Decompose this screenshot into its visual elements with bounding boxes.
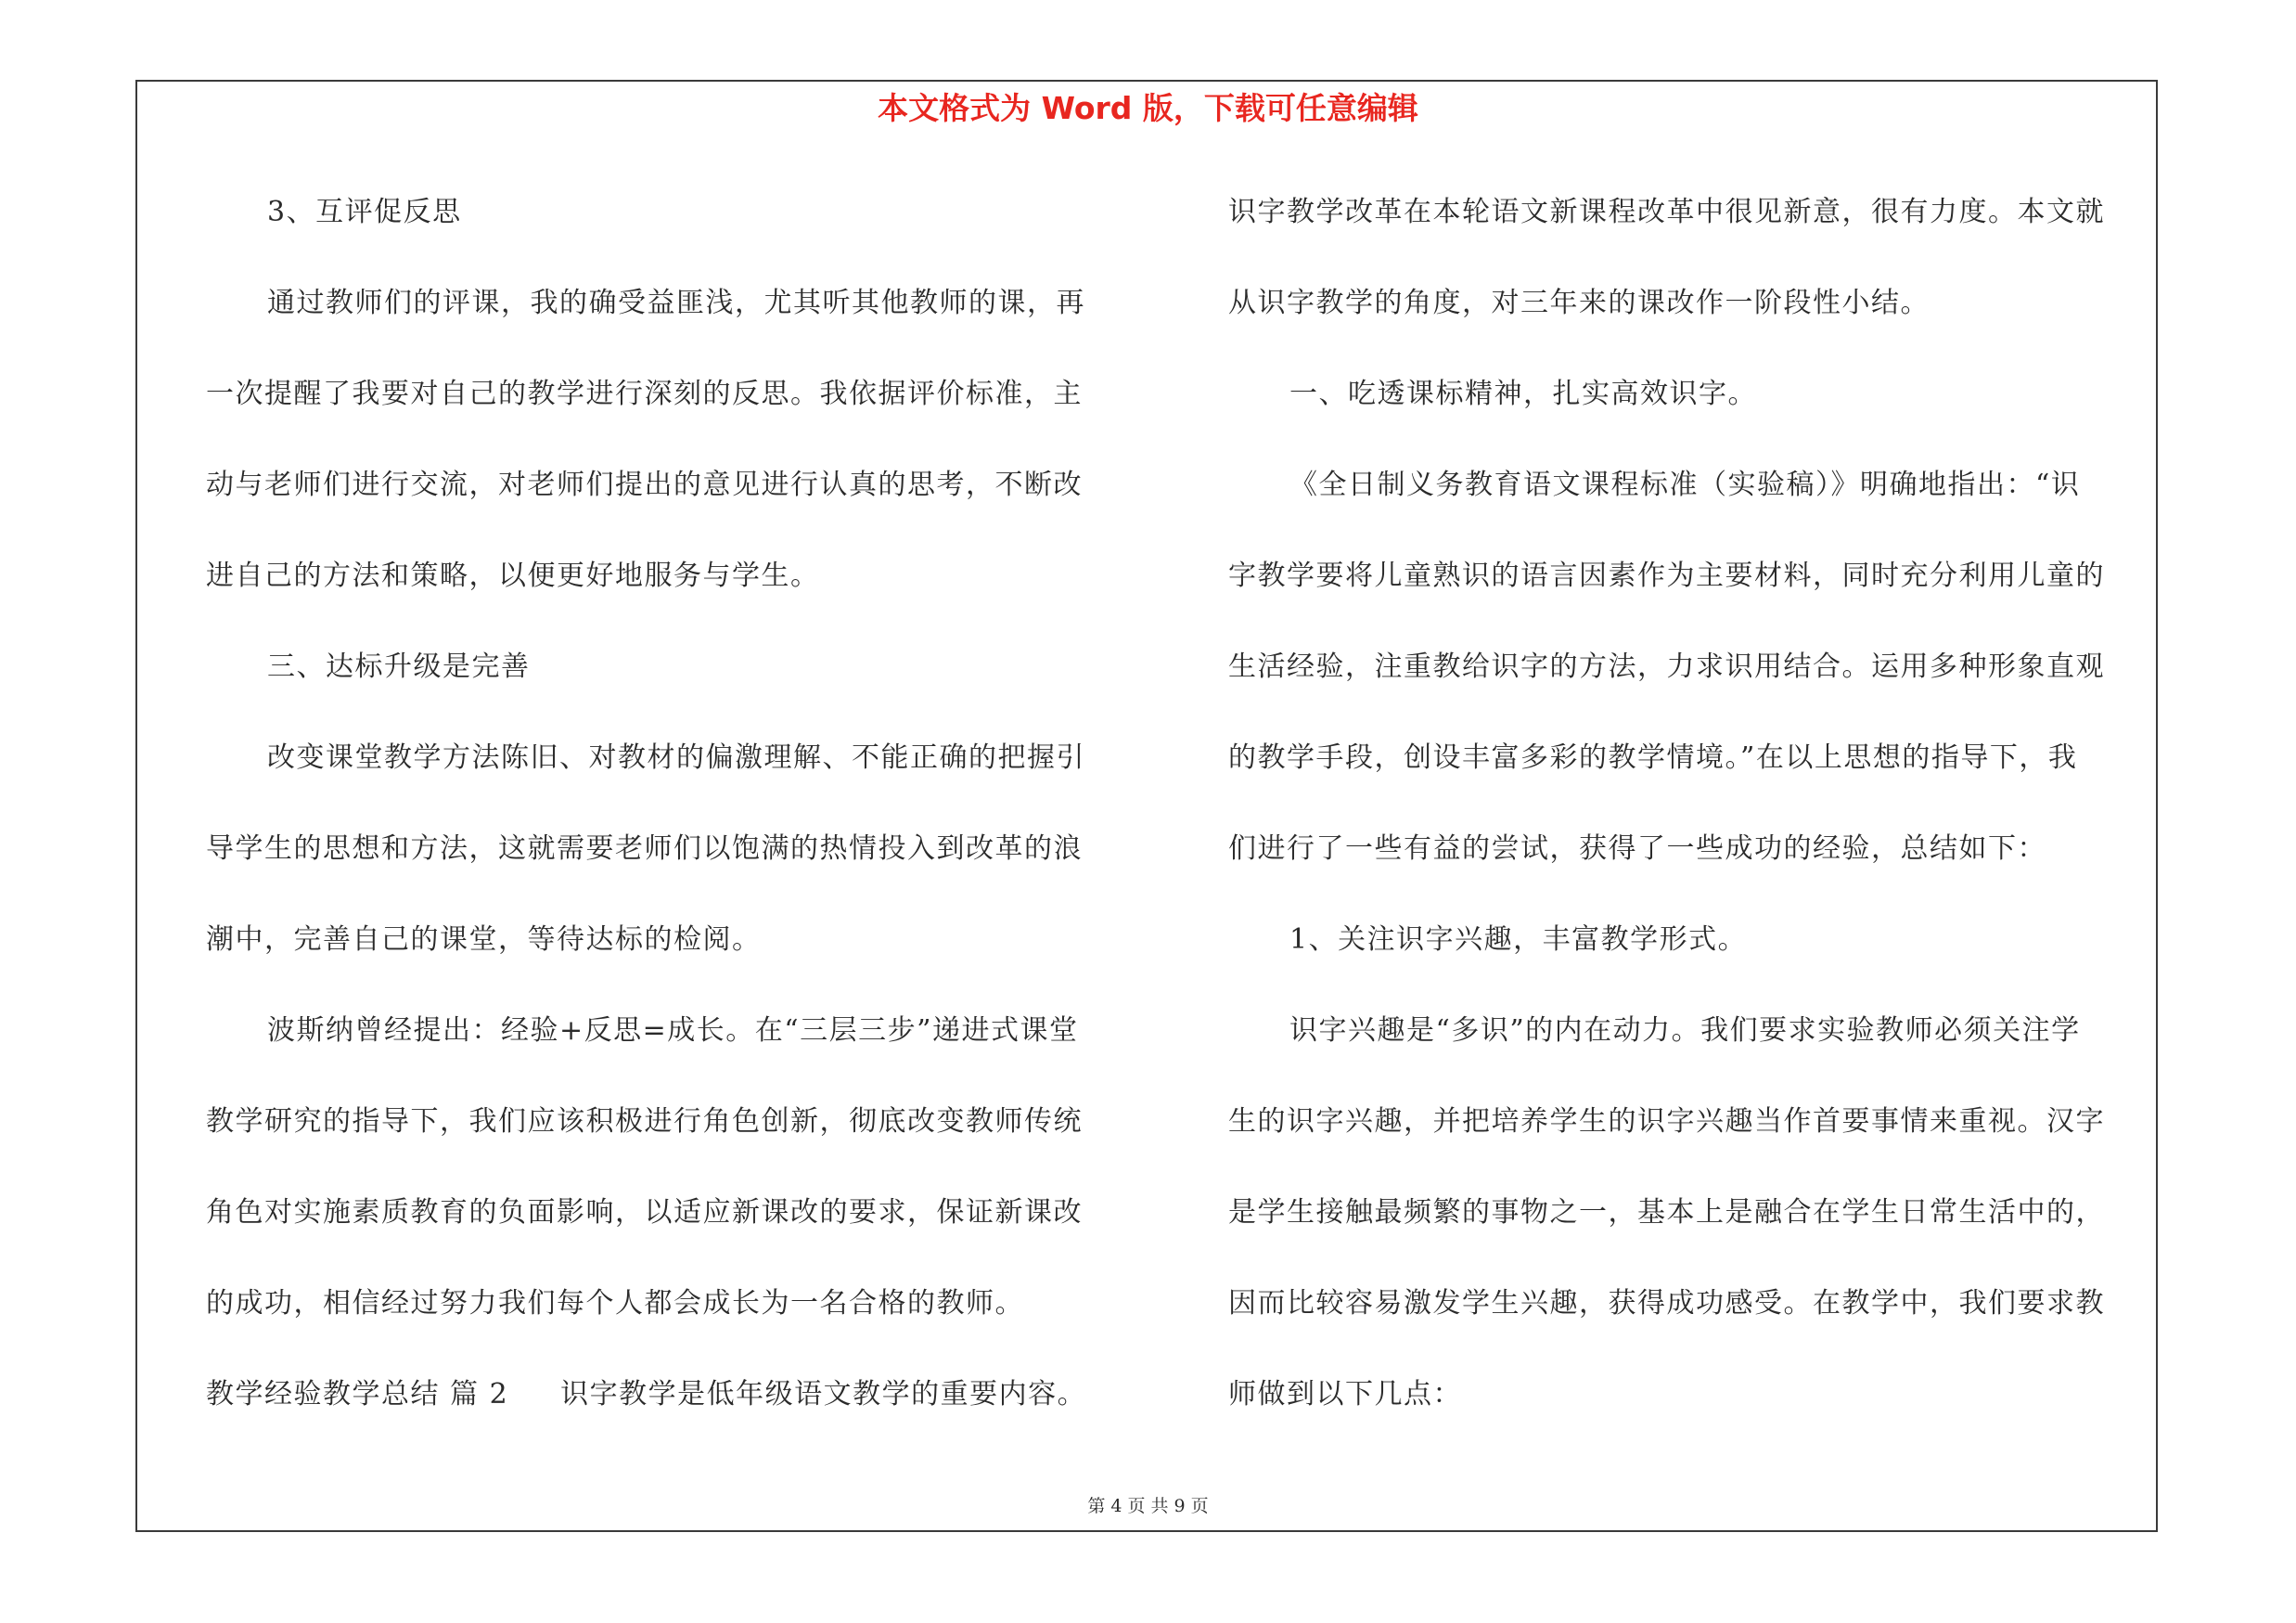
paragraph-line: 潮中，完善自己的课堂，等待达标的检阅。 <box>206 923 762 956</box>
paragraph-line: 是学生接触最频繁的事物之一，基本上是融合在学生日常生活中的， <box>1228 1196 2105 1229</box>
right-column <box>1228 167 2156 1440</box>
paragraph-line: 师做到以下几点： <box>1228 1378 1462 1410</box>
paragraph-line: 生活经验，注重教给识字的方法，力求识用结合。运用多种形象直观 <box>1228 650 2105 683</box>
paragraph-line: 识字教学改革在本轮语文新课程改革中很见新意，很有力度。本文就 <box>1228 196 2105 228</box>
subsection-heading: 1、关注识字兴趣，丰富教学形式。 <box>1289 923 1748 956</box>
article-title: 教学经验教学总结 篇 2 <box>206 1378 509 1410</box>
paragraph-line: 动与老师们进行交流，对老师们提出的意见进行认真的思考，不断改 <box>206 469 1083 501</box>
paragraph-line: 教学研究的指导下，我们应该积极进行角色创新，彻底改变教师传统 <box>206 1105 1083 1138</box>
paragraph-line: 角色对实施素质教育的负面影响，以适应新课改的要求，保证新课改 <box>206 1196 1083 1229</box>
paragraph-line: 因而比较容易激发学生兴趣，获得成功感受。在教学中，我们要求教 <box>1228 1287 2105 1320</box>
paragraph-line: 的教学手段，创设丰富多彩的教学情境。”在以上思想的指导下，我 <box>1228 741 2078 774</box>
section-heading: 三、达标升级是完善 <box>267 650 531 683</box>
format-notice-banner: 本文格式为 Word 版，下载可任意编辑 <box>878 90 1418 126</box>
paragraph-line: 的成功，相信经过努力我们每个人都会成长为一名合格的教师。 <box>206 1287 1024 1320</box>
paragraph-line: 字教学要将儿童熟识的语言因素作为主要材料，同时充分利用儿童的 <box>1228 560 2105 592</box>
paragraph-line: 3、互评促反思 <box>267 196 462 228</box>
left-column <box>206 167 1134 1440</box>
paragraph-line: 进自己的方法和策略，以便更好地服务与学生。 <box>206 560 820 592</box>
paragraph-line: 改变课堂教学方法陈旧、对教材的偏激理解、不能正确的把握引 <box>267 741 1085 774</box>
paragraph-line: 《全日制义务教育语文课程标准（实验稿）》明确地指出：“识 <box>1289 469 2081 501</box>
paragraph-line: 识字教学是低年级语文教学的重要内容。 <box>560 1378 1087 1410</box>
section-heading: 一、吃透课标精神，扎实高效识字。 <box>1289 378 1757 410</box>
paragraph-line: 一次提醒了我要对自己的教学进行深刻的反思。我依据评价标准，主 <box>206 378 1083 410</box>
article-title-line <box>206 1349 1134 1440</box>
paragraph-line: 波斯纳曾经提出：经验+反思=成长。在“三层三步”递进式课堂 <box>267 1014 1079 1047</box>
paragraph-line: 导学生的思想和方法，这就需要老师们以饱满的热情投入到改革的浪 <box>206 832 1083 865</box>
paragraph-line: 从识字教学的角度，对三年来的课改作一阶段性小结。 <box>1228 287 1930 319</box>
paragraph-line: 通过教师们的评课，我的确受益匪浅，尤其听其他教师的课，再 <box>267 287 1085 319</box>
paragraph-line: 生的识字兴趣，并把培养学生的识字兴趣当作首要事情来重视。汉字 <box>1228 1105 2105 1138</box>
page-number-footer: 第 4 页 共 9 页 <box>1087 1496 1209 1516</box>
paragraph-line: 识字兴趣是“多识”的内在动力。我们要求实验教师必须关注学 <box>1289 1014 2081 1047</box>
paragraph-line: 们进行了一些有益的尝试，获得了一些成功的经验，总结如下： <box>1228 832 2046 865</box>
